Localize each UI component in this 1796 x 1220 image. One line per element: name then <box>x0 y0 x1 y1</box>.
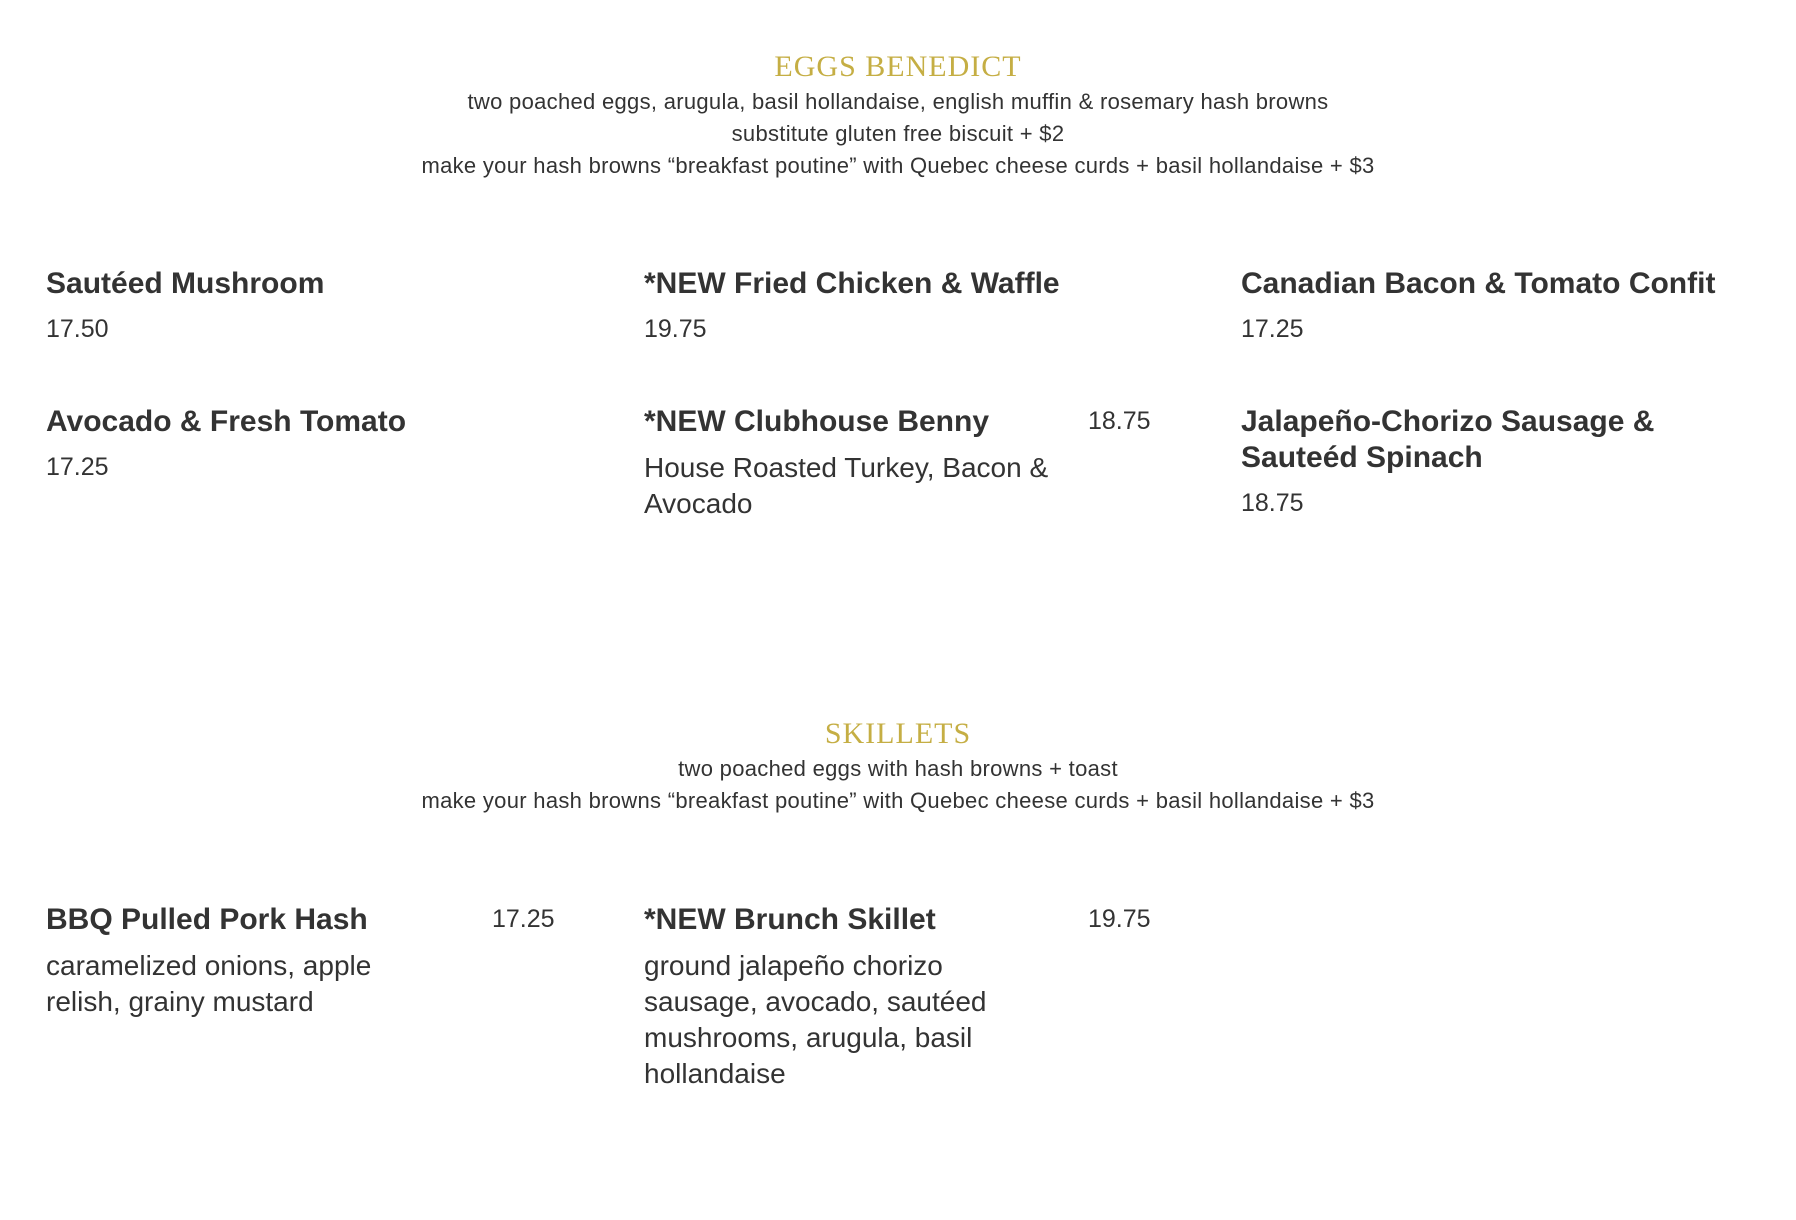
menu-item <box>46 902 586 1020</box>
item-price: 19.75 <box>1088 905 1151 933</box>
item-name: *NEW Fried Chicken & Waffle <box>644 267 1060 300</box>
item-description: House Roasted Turkey, Bacon & Avocado <box>644 452 1049 519</box>
eggs-benedict-note: make your hash browns “breakfast poutine” with Quebec cheese curds + basil hollandaise + $3 <box>421 153 1375 178</box>
item-price: 17.25 <box>1241 315 1304 343</box>
item-price: 17.50 <box>46 315 109 343</box>
menu-item <box>644 266 1204 344</box>
menu-item <box>1241 266 1781 344</box>
eggs-benedict-note: two poached eggs, arugula, basil hollandaise, english muffin & rosemary hash browns <box>467 89 1329 114</box>
item-name: BBQ Pulled Pork Hash <box>46 903 368 936</box>
item-name: *NEW Clubhouse Benny <box>644 405 990 438</box>
menu-item <box>1241 404 1741 518</box>
item-price: 19.75 <box>644 315 707 343</box>
skillets-title: SKILLETS <box>824 717 972 750</box>
item-name: Jalapeño-Chorizo Sausage & Sauteéd Spinach <box>1241 405 1655 474</box>
skillets-note: two poached eggs with hash browns + toast <box>678 756 1118 781</box>
item-description: ground jalapeño chorizo sausage, avocado, sautéed mushrooms, arugula, basil hollandaise <box>644 950 987 1089</box>
menu-item <box>644 902 1204 1092</box>
item-name: Canadian Bacon & Tomato Confit <box>1241 267 1716 300</box>
item-price: 18.75 <box>1088 407 1151 435</box>
item-name: Avocado & Fresh Tomato <box>46 405 407 438</box>
item-name: Sautéed Mushroom <box>46 267 325 300</box>
skillets-note: make your hash browns “breakfast poutine” with Quebec cheese curds + basil hollandaise + $3 <box>421 788 1375 813</box>
item-price: 18.75 <box>1241 489 1304 517</box>
item-price: 17.25 <box>492 905 555 933</box>
item-name: *NEW Brunch Skillet <box>644 903 936 936</box>
menu-item <box>46 404 586 482</box>
eggs-benedict-note: substitute gluten free biscuit + $2 <box>731 121 1065 146</box>
skillets-header <box>0 717 1796 817</box>
menu-item <box>644 404 1204 522</box>
item-price: 17.25 <box>46 453 109 481</box>
menu-item <box>46 266 586 344</box>
item-description: caramelized onions, apple relish, grainy mustard <box>46 950 372 1017</box>
eggs-benedict-title: EGGS BENEDICT <box>774 50 1022 83</box>
eggs-benedict-header <box>0 50 1796 182</box>
